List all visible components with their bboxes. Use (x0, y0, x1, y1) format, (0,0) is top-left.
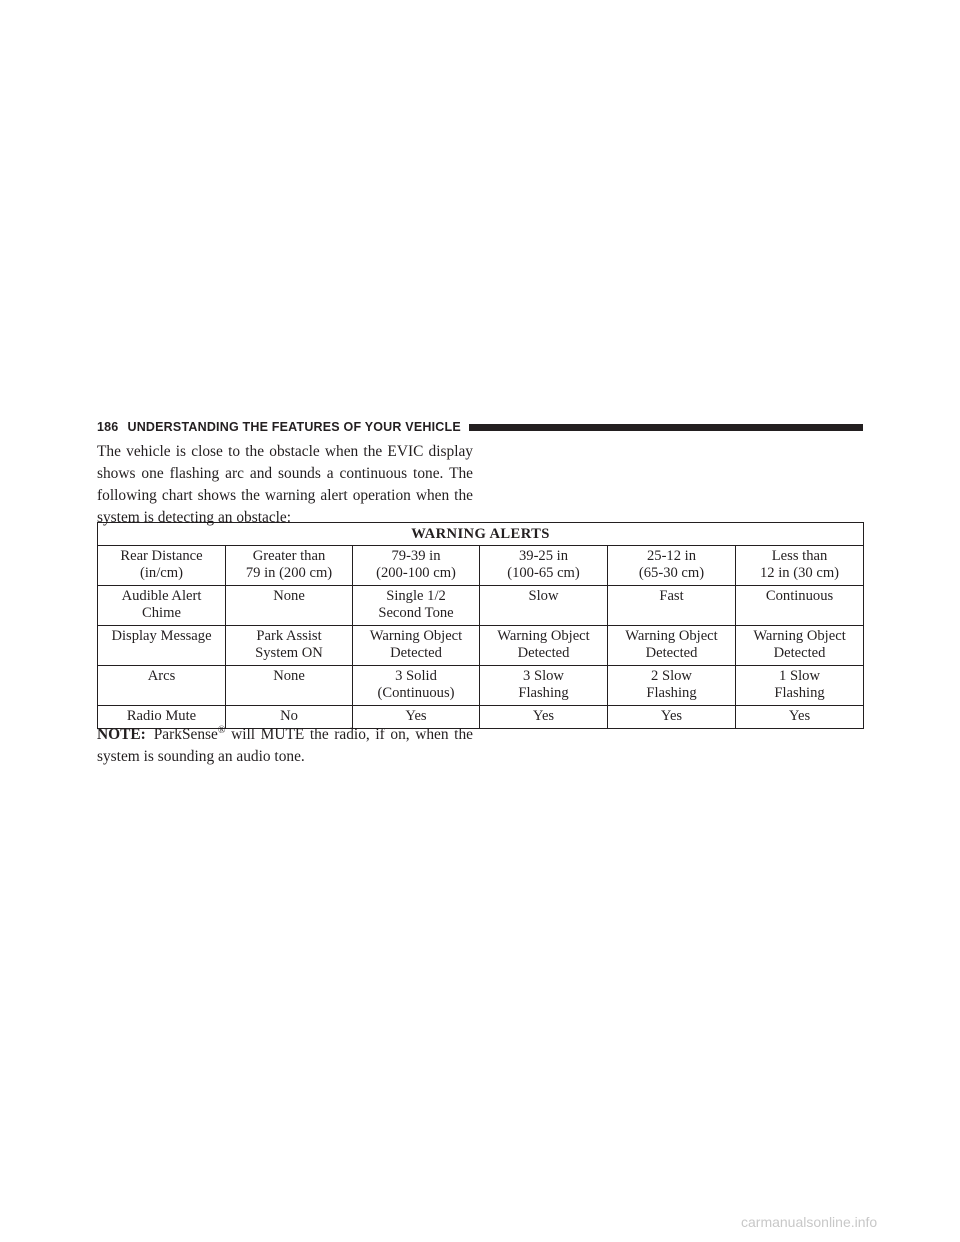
registered-mark: ® (217, 724, 226, 736)
table-cell-line: Detected (645, 645, 698, 661)
table-cell-line: Warning Object (625, 628, 718, 644)
table-cell-line: Yes (788, 708, 811, 724)
table-cell (226, 546, 353, 586)
table-row (98, 586, 864, 626)
table-cell (608, 626, 736, 666)
table-cell-line: Warning Object (497, 628, 590, 644)
table-cell-line: (Continuous) (377, 685, 455, 701)
table-cell-line: Flashing (646, 685, 697, 701)
intro-paragraph: The vehicle is close to the obstacle when the EVIC display shows one flashing arc and sounds a continuous tone. The following chart shows the warning alert operation when the system is detecting an obstacle: (97, 443, 473, 526)
table-cell-line: Less than (771, 548, 828, 564)
table-cell (226, 626, 353, 666)
table-cell-line: (200-100 cm) (376, 565, 456, 581)
table-row (98, 546, 864, 586)
row-label (98, 626, 226, 666)
table-cell (736, 546, 864, 586)
table-cell-line: Detected (390, 645, 442, 661)
table-cell-line: 25-12 in (646, 548, 697, 564)
warning-alerts-table (97, 522, 864, 729)
table-cell (736, 626, 864, 666)
row-label-line: Arcs (147, 668, 176, 684)
table-cell (736, 586, 864, 626)
table-cell (226, 666, 353, 706)
note-text: will MUTE the radio, if on, when the system is sounding an audio tone. (97, 726, 473, 765)
watermark: carmanualsonline.info (741, 1214, 878, 1230)
table-title-row (98, 523, 864, 546)
table-cell-line: 12 in (30 cm) (760, 565, 840, 581)
table-cell-line: 79 in (200 cm) (245, 565, 333, 581)
table-cell (226, 586, 353, 626)
table-cell (480, 546, 608, 586)
table-cell-line: Detected (773, 645, 826, 661)
row-label (98, 546, 226, 586)
table-cell-line: 1 Slow (779, 668, 820, 684)
table-cell (608, 546, 736, 586)
table-cell-line: Yes (405, 708, 427, 724)
note-paragraph (97, 724, 473, 768)
table-cell (608, 706, 736, 729)
row-label-line: (in/cm) (140, 565, 183, 581)
table-cell (480, 666, 608, 706)
table-cell-line: 79-39 in (391, 548, 441, 564)
table-cell (480, 586, 608, 626)
table-cell-line: Yes (532, 708, 555, 724)
table-cell-line: Fast (659, 588, 684, 604)
table-cell-line: None (273, 588, 305, 604)
table-cell-line: Warning Object (753, 628, 846, 644)
table-cell-line: System ON (255, 645, 323, 661)
brand-name: ParkSense (153, 726, 218, 743)
table-cell-line: Park Assist (256, 628, 322, 644)
table-cell (480, 706, 608, 729)
table-cell (353, 586, 480, 626)
table-cell-line: (65-30 cm) (638, 565, 705, 581)
table-cell-line: Slow (528, 588, 559, 604)
table-cell (353, 546, 480, 586)
table-cell-line: Continuous (765, 588, 834, 604)
row-label-line: Rear Distance (120, 548, 203, 564)
row-label-line: Audible Alert (121, 588, 202, 604)
table-row (98, 666, 864, 706)
row-label (98, 666, 226, 706)
table-cell-line: Warning Object (369, 628, 463, 644)
table-cell-line: 2 Slow (651, 668, 692, 684)
table-cell (480, 626, 608, 666)
page-number: 186 (97, 420, 119, 434)
row-label-line: Display Message (111, 628, 212, 644)
table-cell-line: Second Tone (378, 605, 454, 621)
table-cell-line: 3 Slow (523, 668, 564, 684)
table-cell (736, 706, 864, 729)
note-label: NOTE: (97, 726, 146, 743)
table-cell (736, 666, 864, 706)
row-label (98, 586, 226, 626)
table-cell-line: Yes (660, 708, 683, 724)
table-cell-line: 3 Solid (395, 668, 437, 684)
page-header (97, 417, 863, 437)
row-label-line: Chime (142, 605, 181, 621)
table-cell (608, 586, 736, 626)
table-cell-line: (100-65 cm) (507, 565, 580, 581)
table-row (98, 626, 864, 666)
row-label-line: Radio Mute (126, 708, 197, 724)
table-cell (353, 666, 480, 706)
table-cell-line: Single 1/2 (386, 588, 446, 604)
table-cell-line: No (280, 708, 298, 724)
table-cell-line: Flashing (774, 685, 825, 701)
section-title: UNDERSTANDING THE FEATURES OF YOUR VEHICLE (127, 420, 461, 434)
table-cell-line: Greater than (252, 548, 326, 564)
table-cell-line: None (273, 668, 305, 684)
table-cell-line: 39-25 in (518, 548, 569, 564)
table-cell-line: Detected (517, 645, 570, 661)
table-title: WARNING ALERTS (98, 523, 864, 546)
table-cell (353, 626, 480, 666)
table-cell-line: Flashing (518, 685, 569, 701)
header-rule (469, 424, 863, 431)
table-cell (608, 666, 736, 706)
